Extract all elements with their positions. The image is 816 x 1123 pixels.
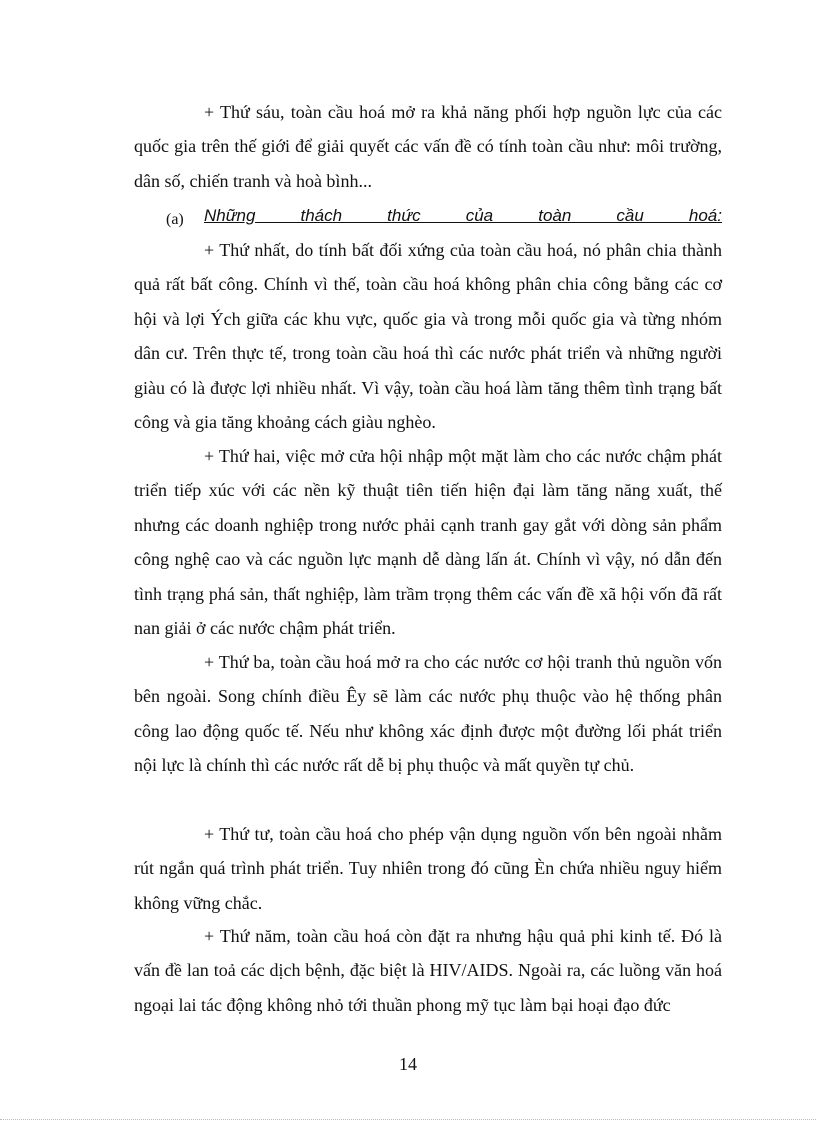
page-bottom-divider [0,1119,816,1120]
heading-marker: (a) [166,211,184,228]
paragraph [134,817,722,920]
paragraph-text: + Thứ hai, việc mở cửa hội nhập một mặt làm cho các nước chậm phát triển tiếp xúc với các nền kỹ thuật tiên tiến hiện đại làm tăng năng xuất, thế nhưng các doanh nghiệp trong nước phải cạnh tranh gay gắt với dòng sản phẩm công nghệ cao và các nguồn lực mạnh dễ dàng lấn át. Chính vì vậy, nó dẫn đến tình trạng phá sản, thất nghiệp, làm trầm trọng thêm các vấn đề xã hội vốn đã rất nan giải ở các nước chậm phát triển. [134,446,722,639]
paragraph [134,919,722,1022]
paragraph [134,95,722,198]
page-number: 14 [399,1054,417,1074]
paragraph [134,233,722,439]
heading-text: Những thách thức của toàn cầu hoá: [204,206,722,225]
paragraph-text: + Thứ tư, toàn cầu hoá cho phép vận dụng nguồn vốn bên ngoài nhằm rút ngắn quá trình phát triển. Tuy nhiên trong đó cũng Èn chứa nhiều nguy hiểm không vững chắc. [134,824,722,913]
paragraph [134,439,722,645]
paragraph-text: + Thứ năm, toàn cầu hoá còn đặt ra nhưng hậu quả phi kinh tế. Đó là vấn đề lan toả các dịch bệnh, đặc biệt là HIV/AIDS. Ngoài ra, các luồng văn hoá ngoại lai tác động không nhỏ tới thuần phong mỹ tục làm bại hoại đạo đức [134,926,722,1015]
section-heading [134,199,722,233]
paragraph [134,645,722,783]
paragraph-text: + Thứ nhất, do tính bất đối xứng của toàn cầu hoá, nó phân chia thành quả rất bất công. Chính vì thế, toàn cầu hoá không phân chia công bằng các cơ hội và lợi Ých giữa các khu vực, quốc gia và trong mỗi quốc gia và từng nhóm dân cư. Trên thực tế, trong toàn cầu hoá thì các nước phát triển và những người giàu có là được lợi nhiều nhất. Vì vậy, toàn cầu hoá làm tăng thêm tình trạng bất công và gia tăng khoảng cách giàu nghèo. [134,240,722,433]
paragraph-text: + Thứ sáu, toàn cầu hoá mở ra khả năng phối hợp nguồn lực của các quốc gia trên thế giới để giải quyết các vấn đề có tính toàn cầu như: môi trường, dân số, chiến tranh và hoà bình... [134,102,722,191]
paragraph-text: + Thứ ba, toàn cầu hoá mở ra cho các nước cơ hội tranh thủ nguồn vốn bên ngoài. Song chính điều Êy sẽ làm các nước phụ thuộc vào hệ thống phân công lao động quốc tế. Nếu như không xác định được một đường lối phát triển nội lực là chính thì các nước rất dễ bị phụ thuộc và mất quyền tự chủ. [134,652,722,776]
